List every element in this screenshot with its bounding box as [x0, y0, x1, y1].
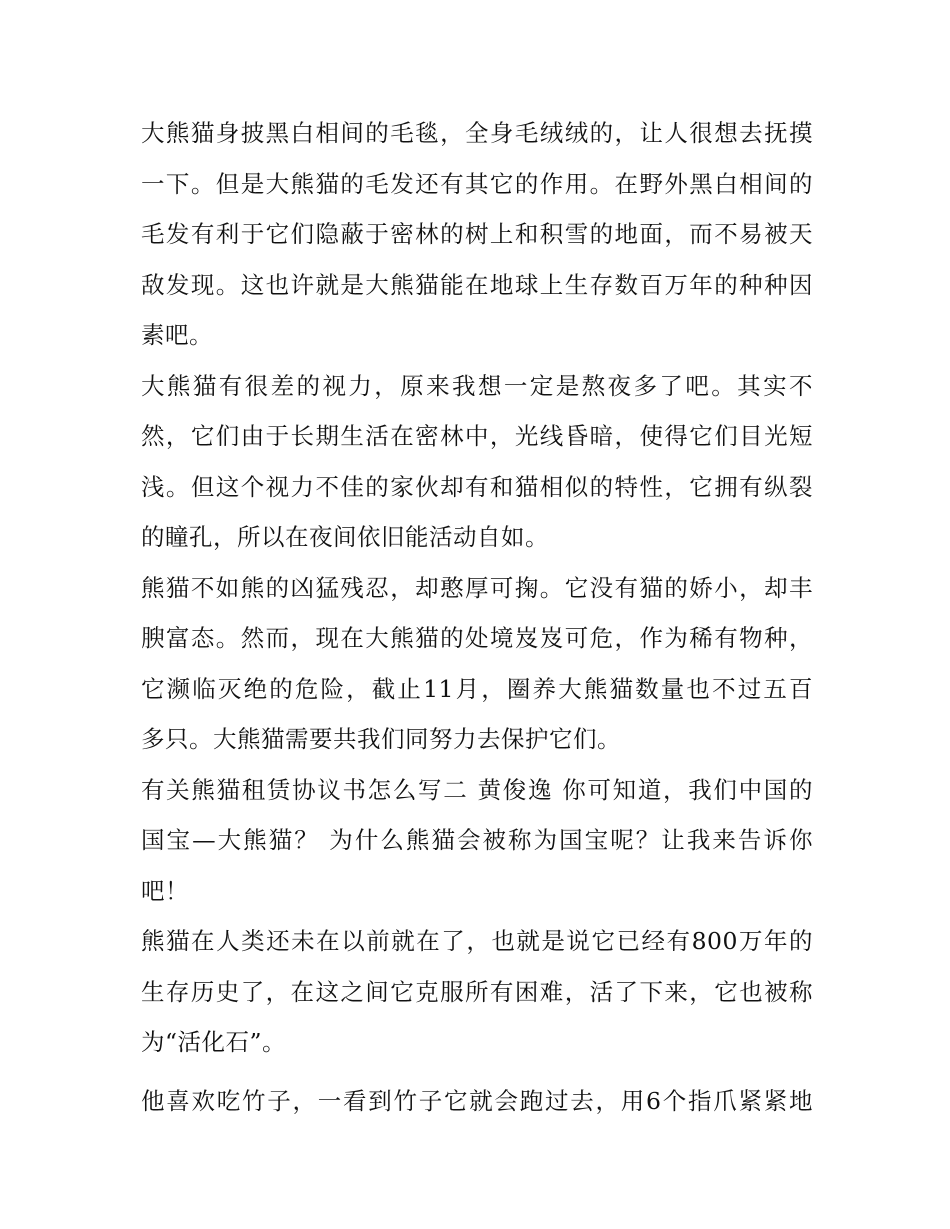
text-line: 大熊猫身披黑白相间的毛毯，全身毛绒绒的，让人很想去抚摸 [141, 119, 813, 147]
document-body [141, 108, 813, 1126]
text-line: 它濒临灭绝的危险，截止11月，圈养大熊猫数量也不过五百 [141, 674, 813, 703]
text-line: 为“活化石”。 [141, 1028, 287, 1056]
text-line: 的瞳孔，所以在夜间依旧能活动自如。 [141, 523, 549, 551]
text-line: 多只。大熊猫需要共我们同努力去保护它们。 [141, 725, 621, 753]
text-line: 国宝—大熊猫？ 为什么熊猫会被称为国宝呢？让我来告诉你 [141, 826, 813, 854]
text-line: 一下。但是大熊猫的毛发还有其它的作用。在野外黑白相间的 [141, 169, 813, 198]
text-line: 浅。但这个视力不佳的家伙却有和猫相似的特性，它拥有纵裂 [141, 472, 813, 501]
text-line: 他喜欢吃竹子，一看到竹子它就会跑过去，用6个指爪紧紧地 [141, 1086, 813, 1115]
text-line: 有关熊猫租赁协议书怎么写二 黄俊逸 你可知道，我们中国的 [141, 775, 813, 804]
text-line: 吧！ [141, 876, 189, 905]
text-line: 生存历史了，在这之间它克服所有困难，活了下来，它也被称 [141, 977, 813, 1006]
paragraph-gap [141, 1068, 813, 1076]
text-line: 熊猫不如熊的凶猛残忍，却憨厚可掬。它没有猫的娇小，却丰 [141, 573, 813, 602]
text-line: 素吧。 [141, 321, 213, 349]
text-line: 敌发现。这也许就是大熊猫能在地球上生存数百万年的种种因 [141, 270, 813, 299]
text-line: 毛发有利于它们隐蔽于密林的树上和积雪的地面，而不易被天 [141, 220, 813, 248]
text-line: 大熊猫有很差的视力，原来我想一定是熬夜多了吧。其实不 [141, 371, 813, 400]
text-line: 熊猫在人类还未在以前就在了，也就是说它已经有800万年的 [141, 927, 813, 955]
text-line: 腴富态。然而，现在大熊猫的处境岌岌可危，作为稀有物种， [141, 624, 813, 652]
text-line: 然，它们由于长期生活在密林中，光线昏暗，使得它们目光短 [141, 422, 813, 450]
